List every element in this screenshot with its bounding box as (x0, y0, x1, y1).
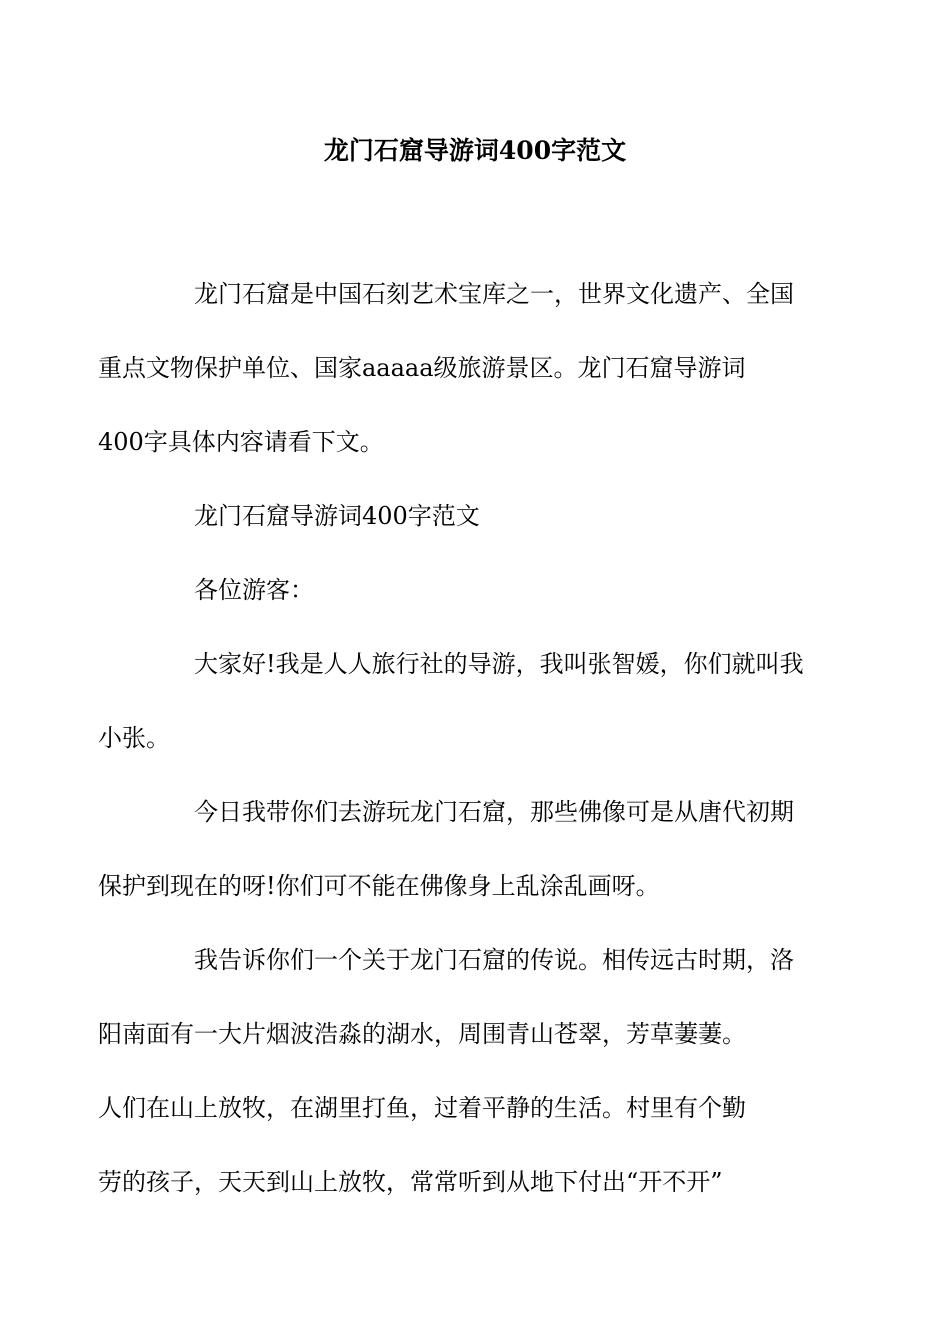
text-line: 劳的孩子，天天到山上放牧，常常听到从地下付出“开不开” (98, 1168, 723, 1196)
text-line: 重点文物保护单位、国家aaaaa级旅游景区。龙门石窟导游词 (98, 354, 746, 382)
text-line: 阳南面有一大片烟波浩淼的湖水，周围青山苍翠，芳草萋萋。 (98, 1020, 746, 1048)
text-line: 龙门石窟导游词400字范文 (194, 502, 480, 530)
text-line: 龙门石窟是中国石刻艺术宝库之一，世界文化遗产、全国 (194, 280, 794, 308)
text-line: 400字具体内容请看下文。 (98, 428, 384, 456)
paragraph-greeting (146, 553, 806, 627)
paragraph-tour-plan (98, 775, 806, 923)
document-title: 龙门石窟导游词400字范文 (323, 136, 627, 165)
text-line: 今日我带你们去游玩龙门石窟，那些佛像可是从唐代初期 (194, 798, 794, 826)
paragraph-legend (98, 923, 806, 1219)
paragraph-subtitle (146, 479, 806, 553)
text-line: 保护到现在的呀!你们可不能在佛像身上乱涂乱画呀。 (98, 872, 660, 900)
text-line: 各位游客： (194, 576, 314, 604)
text-line: 小张。 (98, 724, 170, 752)
text-line: 大家好!我是人人旅行社的导游，我叫张智媛，你们就叫我 (194, 650, 804, 678)
document-body (98, 257, 806, 1219)
paragraph-intro (98, 257, 806, 479)
paragraph-self-introduction (98, 627, 806, 775)
text-line: 我告诉你们一个关于龙门石窟的传说。相传远古时期，洛 (194, 946, 794, 974)
text-line: 人们在山上放牧，在湖里打鱼，过着平静的生活。村里有个勤 (98, 1094, 746, 1122)
